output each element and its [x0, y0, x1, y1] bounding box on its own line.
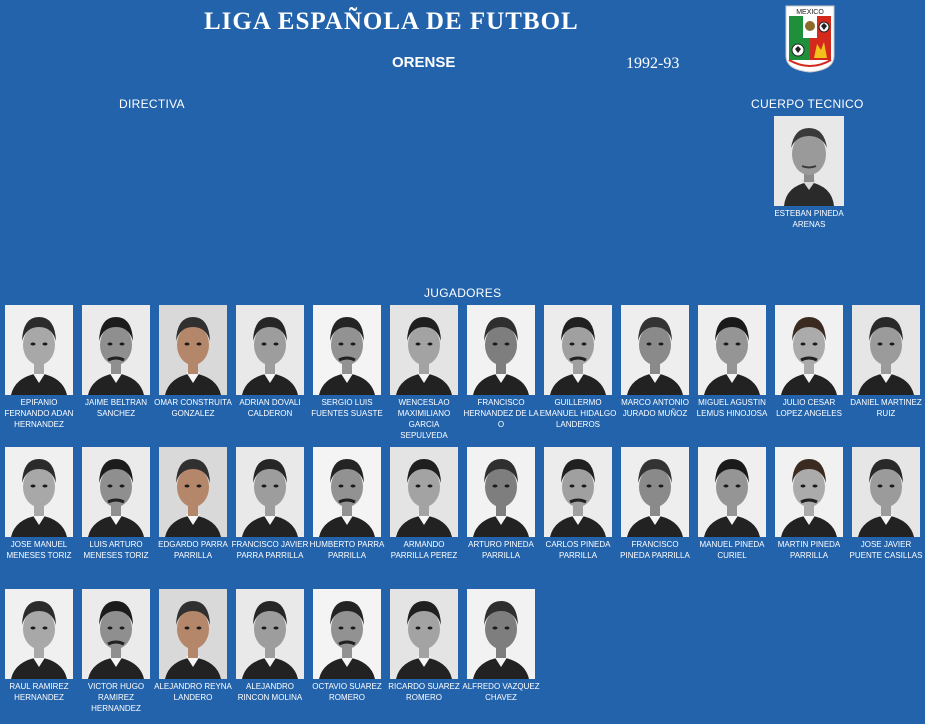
player-name: CARLOS PINEDA PARRILLA — [545, 540, 611, 560]
player-photo — [313, 447, 381, 537]
player-name: FRANCISCO HERNANDEZ DE LA O — [463, 398, 539, 429]
player-name: VICTOR HUGO RAMIREZ HERNANDEZ — [87, 682, 145, 713]
player-photo — [698, 447, 766, 537]
player-name: ALEJANDRO REYNA LANDERO — [154, 682, 232, 702]
player-photo — [467, 589, 535, 679]
season-label: 1992-93 — [626, 55, 680, 72]
player-name: RAUL RAMIREZ HERNANDEZ — [9, 682, 69, 702]
player-photo — [236, 305, 304, 395]
player-photo — [621, 305, 689, 395]
player-name: OMAR CONSTRUITA GONZALEZ — [154, 398, 232, 418]
player-photo — [159, 589, 227, 679]
player-photo — [852, 447, 920, 537]
player-name: GUILLERMO EMANUEL HIDALGO LANDEROS — [539, 398, 617, 429]
player-name: JOSE MANUEL MENESES TORIZ — [6, 540, 72, 560]
player-photo — [775, 305, 843, 395]
player-photo — [775, 447, 843, 537]
player-photo — [236, 589, 304, 679]
player-photo — [159, 305, 227, 395]
player-name: ARTURO PINEDA PARRILLA — [468, 540, 534, 560]
player-name: MANUEL PINEDA CURIEL — [699, 540, 765, 560]
player-name: SERGIO LUIS FUENTES SUASTE — [311, 398, 383, 418]
player-photo — [82, 589, 150, 679]
player-photo — [5, 589, 73, 679]
player-photo — [82, 447, 150, 537]
player-name: ADRIAN DOVALI CALDERON — [239, 398, 301, 418]
player-photo — [390, 589, 458, 679]
player-name: RICARDO SUAREZ ROMERO — [388, 682, 460, 702]
federation-crest-logo — [784, 4, 836, 74]
player-photo — [159, 447, 227, 537]
player-photo — [313, 589, 381, 679]
player-name: OCTAVIO SUAREZ ROMERO — [312, 682, 382, 702]
section-cuerpo-tecnico: CUERPO TECNICO — [751, 97, 864, 111]
player-photo — [467, 305, 535, 395]
player-photo — [5, 447, 73, 537]
page-title: LIGA ESPAÑOLA DE FUTBOL — [204, 8, 579, 35]
player-photo — [390, 447, 458, 537]
player-name: ALFREDO VAZQUEZ CHAVEZ — [462, 682, 540, 702]
player-name: FRANCISCO PINEDA PARRILLA — [620, 540, 690, 560]
player-name: MARCO ANTONIO JURADO MUÑOZ — [621, 398, 689, 418]
player-name: FRANCISCO JAVIER PARRA PARRILLA — [231, 540, 309, 560]
player-photo — [698, 305, 766, 395]
player-name: EDGARDO PARRA PARRILLA — [158, 540, 228, 560]
section-jugadores: JUGADORES — [424, 286, 502, 300]
player-name: WENCESLAO MAXIMILIANO GARCIA SEPULVEDA — [397, 398, 451, 440]
team-name: ORENSE — [392, 54, 456, 71]
coach-name: ESTEBAN PINEDA ARENAS — [774, 209, 844, 229]
player-photo — [82, 305, 150, 395]
player-name: HUMBERTO PARRA PARRILLA — [309, 540, 385, 560]
player-photo — [390, 305, 458, 395]
svg-text:MEXICO: MEXICO — [796, 9, 824, 16]
player-photo — [236, 447, 304, 537]
player-name: MARTIN PINEDA PARRILLA — [777, 540, 841, 560]
player-name: LUIS ARTURO MENESES TORIZ — [83, 540, 149, 560]
coach-photo — [774, 116, 844, 206]
player-photo — [544, 305, 612, 395]
player-name: JULIO CESAR LOPEZ ANGELES — [776, 398, 842, 418]
player-name: MIGUEL AGUSTIN LEMUS HINOJOSA — [696, 398, 768, 418]
player-name: JAIME BELTRAN SANCHEZ — [84, 398, 148, 418]
player-name: JOSE JAVIER PUENTE CASILLAS — [849, 540, 923, 560]
player-photo — [852, 305, 920, 395]
player-photo — [621, 447, 689, 537]
player-name: EPIFANIO FERNANDO ADAN HERNANDEZ — [4, 398, 74, 429]
section-directiva: DIRECTIVA — [119, 97, 185, 111]
player-photo — [313, 305, 381, 395]
player-photo — [467, 447, 535, 537]
player-name: ARMANDO PARRILLA PEREZ — [390, 540, 458, 560]
player-name: ALEJANDRO RINCON MOLINA — [237, 682, 303, 702]
player-photo — [5, 305, 73, 395]
player-name: DANIEL MARTINEZ RUIZ — [850, 398, 922, 418]
player-photo — [544, 447, 612, 537]
